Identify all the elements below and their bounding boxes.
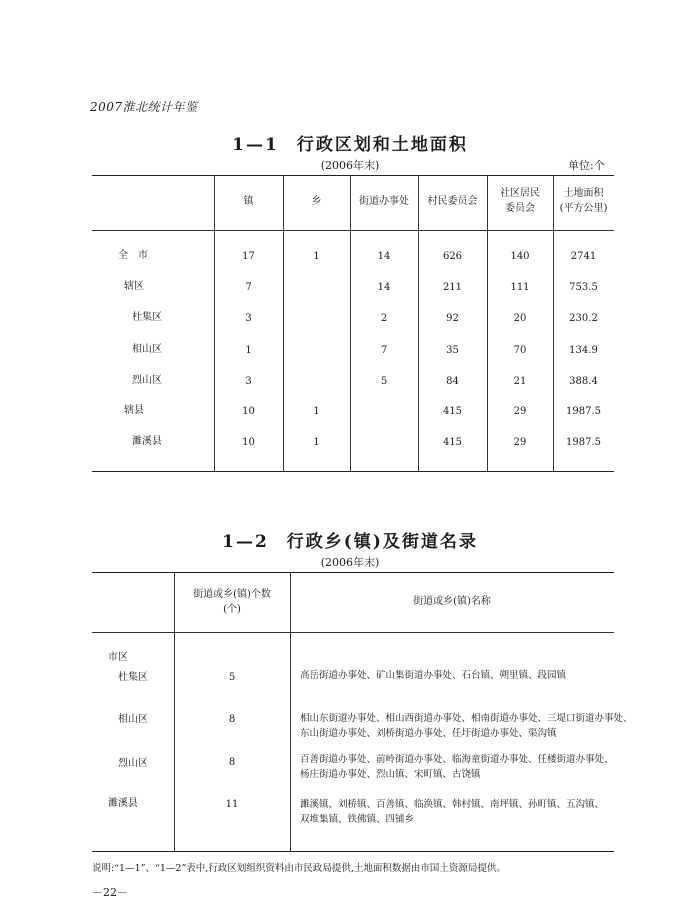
names-line: 高岳街道办事处、矿山集街道办事处、石台镇、朔里镇、段园镇 [300, 670, 567, 681]
table2-bottom-rule [92, 851, 614, 852]
row-name: 濉溪县 [132, 436, 162, 447]
cell-names [300, 711, 660, 741]
cell-street: 2 [380, 313, 388, 324]
cell-town: 10 [242, 406, 255, 417]
row-name: 濉溪县 [108, 798, 138, 809]
row-name: 相山区 [132, 344, 162, 355]
cell-street: 7 [380, 345, 388, 356]
cell-community: 21 [513, 376, 527, 387]
yearbook-header: 2007淮北统计年鉴 [90, 100, 198, 114]
cell-area: 1987.5 [566, 406, 601, 417]
row-name: 辖区 [124, 281, 144, 292]
cell-count: 11 [225, 799, 239, 810]
col-header-xiang: 乡 [311, 196, 322, 207]
cell-community: 70 [513, 345, 527, 356]
col-header-village: 村民委员会 [427, 196, 478, 207]
table1-top-rule [92, 175, 614, 176]
cell-town: 10 [242, 437, 255, 448]
cell-village: 35 [446, 345, 459, 356]
cell-names [300, 752, 660, 782]
table2-number: 1—2 [222, 532, 269, 552]
cell-names [300, 797, 660, 827]
cell-town: 3 [245, 376, 252, 387]
table2-col-line [290, 572, 291, 851]
cell-xiang: 1 [313, 437, 320, 448]
cell-town: 3 [245, 313, 252, 324]
table2-col1-header-line2: (个) [223, 604, 241, 615]
cell-count: 8 [228, 757, 236, 768]
table2-col1-header [174, 587, 290, 617]
cell-area: 1987.5 [566, 437, 601, 448]
cell-community: 29 [513, 406, 527, 417]
names-line: 双堆集镇、铁佛镇、四铺乡 [300, 814, 415, 825]
cell-area: 134.9 [569, 345, 598, 356]
cell-village: 415 [442, 437, 463, 448]
table2-title [0, 527, 700, 552]
row-name: 辖县 [124, 405, 144, 416]
names-line: 相山东街道办事处、相山西街道办事处、相南街道办事处、三堤口街道办事处、 [300, 713, 633, 724]
cell-village: 92 [446, 313, 459, 324]
cell-area: 753.5 [569, 282, 598, 293]
cell-village: 211 [442, 282, 463, 293]
table2-group-label: 市区 [108, 652, 128, 663]
col-header-community-line1: 社区居民 [500, 188, 540, 199]
cell-village: 84 [446, 376, 459, 387]
table1-unit: 单位:个 [568, 159, 605, 172]
names-line: 东山街道办事处、刘桥街道办事处、任圩街道办事处、渠沟镇 [300, 728, 557, 739]
row-name: 烈山区 [118, 758, 148, 769]
col-header-area [553, 186, 614, 216]
cell-village: 415 [442, 406, 463, 417]
table2-col2-header: 街道或乡(镇)名称 [413, 596, 491, 607]
table1-bottom-rule [92, 471, 614, 472]
cell-area: 388.4 [569, 376, 598, 387]
col-header-area-line2: (平方公里) [559, 203, 608, 214]
table2-title-text: 行政乡(镇)及街道名录 [286, 532, 478, 552]
table2-header-rule [92, 632, 614, 633]
table1-subtitle: (2006年末) [320, 159, 380, 172]
cell-community: 29 [513, 437, 527, 448]
cell-town: 1 [245, 345, 252, 356]
page-number: －22－ [92, 886, 128, 899]
table2-col1-header-line1: 街道或乡(镇)个数 [193, 589, 271, 600]
cell-village: 626 [442, 251, 463, 262]
cell-count: 5 [228, 672, 236, 683]
table1-col-line [283, 175, 284, 471]
cell-names [300, 668, 660, 683]
table1-title-text: 行政区划和土地面积 [296, 135, 468, 155]
cell-area: 230.2 [569, 313, 598, 324]
table2-top-rule [92, 572, 614, 573]
cell-xiang: 1 [313, 406, 320, 417]
table1-header-rule [92, 230, 614, 231]
col-header-area-line1: 土地面积 [563, 188, 604, 199]
table2-subtitle: (2006年末) [320, 556, 380, 569]
footnote: 说明:“1—1”、“1—2”表中,行政区划组织资料由市民政局提供,土地面积数据由市国土资源局提供。 [92, 863, 506, 874]
cell-community: 140 [510, 251, 530, 262]
row-name: 杜集区 [132, 312, 162, 323]
cell-area: 2741 [570, 251, 597, 262]
cell-town: 17 [242, 251, 255, 262]
cell-street: 14 [377, 251, 391, 262]
col-header-street: 街道办事处 [359, 196, 409, 207]
row-name: 相山区 [118, 714, 148, 725]
row-name: 杜集区 [118, 672, 148, 683]
cell-count: 8 [228, 714, 236, 725]
cell-community: 20 [513, 313, 527, 324]
row-name: 烈山区 [132, 375, 162, 386]
table1-title [0, 130, 700, 155]
cell-xiang: 1 [313, 251, 320, 262]
names-line: 杨庄街道办事处、烈山镇、宋町镇、古饶镇 [300, 769, 481, 780]
cell-street: 14 [377, 282, 391, 293]
cell-community: 111 [510, 282, 530, 293]
cell-town: 7 [245, 282, 252, 293]
row-name: 全 市 [118, 250, 148, 261]
table1-number: 1—1 [232, 135, 279, 155]
col-header-town: 镇 [243, 196, 254, 207]
cell-street: 5 [380, 376, 388, 387]
names-line: 濉溪镇、刘桥镇、百善镇、临涣镇、韩村镇、南坪镇、孙町镇、五沟镇、 [300, 799, 605, 810]
col-header-community [487, 186, 553, 216]
names-line: 百善街道办事处、前岭街道办事处、临海童街道办事处、任楼街道办事处、 [300, 754, 614, 765]
col-header-community-line2: 委员会 [505, 203, 535, 214]
